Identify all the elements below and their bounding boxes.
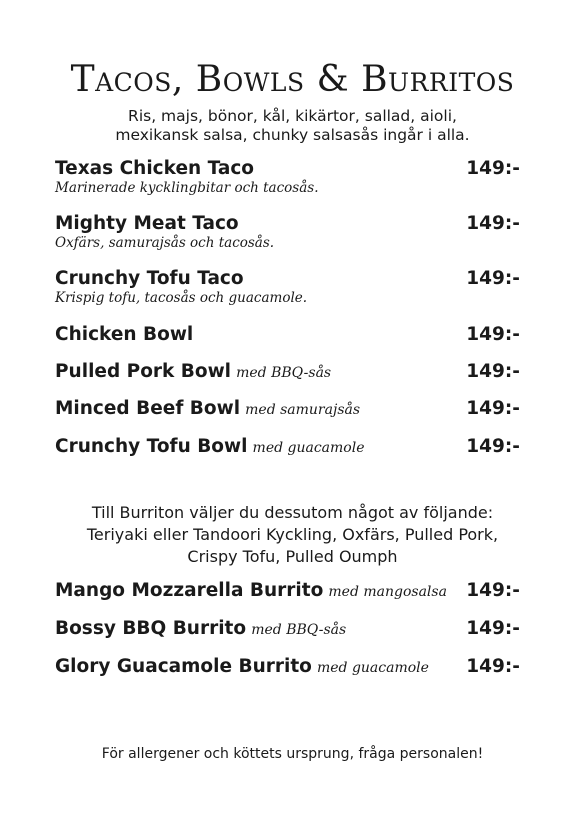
item-name-group bbox=[55, 213, 239, 234]
item-name-group bbox=[55, 436, 365, 457]
menu-item bbox=[55, 436, 520, 457]
burrito-item bbox=[55, 580, 520, 601]
burrito-item bbox=[55, 618, 520, 639]
item-price: 149:- bbox=[466, 436, 520, 457]
item-note: med BBQ-sås bbox=[251, 622, 347, 638]
item-name: Mango Mozzarella Burrito bbox=[55, 580, 324, 601]
item-price: 149:- bbox=[466, 580, 520, 601]
menu-item bbox=[55, 324, 520, 345]
item-name: Bossy BBQ Burrito bbox=[55, 618, 247, 639]
item-name-group bbox=[55, 618, 346, 639]
item-description: Krispig tofu, tacosås och guacamole. bbox=[55, 290, 308, 306]
item-name: Glory Guacamole Burrito bbox=[55, 656, 312, 677]
item-note: med guacamole bbox=[316, 660, 429, 676]
burrito-intro-line: Crispy Tofu, Pulled Oumph bbox=[187, 547, 398, 566]
item-name: Texas Chicken Taco bbox=[55, 158, 254, 179]
burrito-item bbox=[55, 656, 520, 677]
item-price: 149:- bbox=[466, 158, 520, 179]
menu-item bbox=[55, 361, 520, 382]
burrito-intro bbox=[0, 502, 585, 568]
item-price: 149:- bbox=[466, 213, 520, 234]
item-name-group bbox=[55, 158, 254, 179]
menu-item bbox=[55, 398, 520, 419]
item-price: 149:- bbox=[466, 324, 520, 345]
item-note: med samurajsås bbox=[245, 402, 361, 418]
item-name-group bbox=[55, 361, 331, 382]
item-price: 149:- bbox=[466, 618, 520, 639]
item-name-group bbox=[55, 324, 193, 345]
item-name: Crunchy Tofu Taco bbox=[55, 268, 244, 289]
item-description: Oxfärs, samurajsås och tacosås. bbox=[55, 235, 275, 251]
item-price: 149:- bbox=[466, 398, 520, 419]
item-note: med guacamole bbox=[252, 440, 365, 456]
item-description: Marinerade kycklingbitar och tacosås. bbox=[55, 180, 319, 196]
item-name-group bbox=[55, 398, 360, 419]
menu-intro bbox=[0, 107, 585, 145]
menu-item bbox=[55, 213, 520, 251]
item-price: 149:- bbox=[466, 656, 520, 677]
menu-title: Tacos, Bowls & Burritos bbox=[70, 59, 515, 100]
item-name-group bbox=[55, 656, 429, 677]
item-price: 149:- bbox=[466, 268, 520, 289]
item-name-group bbox=[55, 268, 244, 289]
item-note: med BBQ-sås bbox=[236, 365, 332, 381]
item-name: Mighty Meat Taco bbox=[55, 213, 239, 234]
item-price: 149:- bbox=[466, 361, 520, 382]
item-name: Minced Beef Bowl bbox=[55, 398, 241, 419]
item-note: med mangosalsa bbox=[328, 584, 447, 600]
intro-line: mexikansk salsa, chunky salsasås ingår i alla. bbox=[115, 126, 470, 144]
burrito-intro-line: Till Burriton väljer du dessutom något av följande: bbox=[91, 503, 494, 522]
item-name: Crunchy Tofu Bowl bbox=[55, 436, 248, 457]
burrito-intro-line: Teriyaki eller Tandoori Kyckling, Oxfärs, Pulled Pork, bbox=[86, 525, 499, 544]
allergen-footer: För allergener och köttets ursprung, fråga personalen! bbox=[101, 746, 484, 762]
menu-item bbox=[55, 158, 520, 196]
item-name: Chicken Bowl bbox=[55, 324, 194, 345]
menu-item bbox=[55, 268, 520, 306]
item-name-group bbox=[55, 580, 447, 601]
intro-line: Ris, majs, bönor, kål, kikärtor, sallad, aioli, bbox=[128, 107, 457, 125]
item-name: Pulled Pork Bowl bbox=[55, 361, 232, 382]
